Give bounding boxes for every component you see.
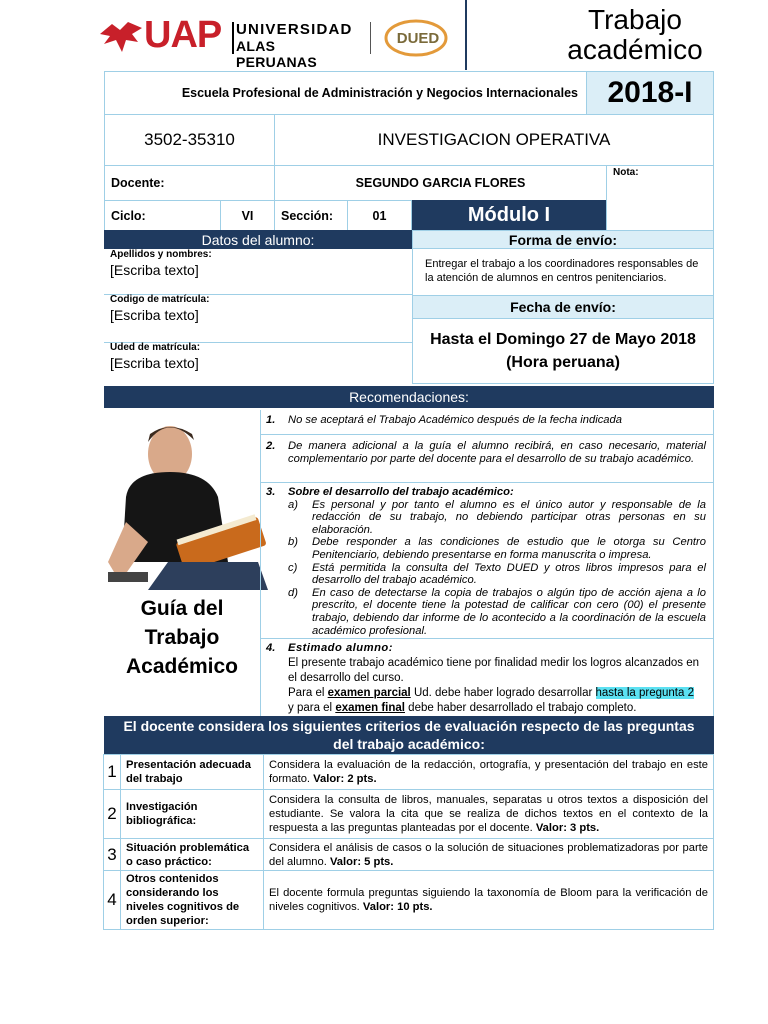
period: 2018-I [586, 71, 714, 115]
uap-logo [98, 14, 360, 70]
rec-item-4-text2: Para el examen parcial Ud. debe haber logrado desarrollar hasta la pregunta 2 [288, 687, 694, 699]
guide-title-line3: Académico [125, 654, 239, 678]
table-row [104, 790, 714, 839]
criteria-name: Investigación bibliográfica: [121, 790, 264, 839]
student-field-name [104, 249, 412, 295]
criteria-num: 2 [104, 790, 121, 839]
rec-item-4-text3: y para el examen final debe haber desarrollado el trabajo completo. [288, 702, 637, 714]
rec-item-4: 4. Estimado alumno: El presente trabajo académico tiene por finalidad medir los logros alcanzados en el desarrollo del curso. Para el examen parcial Ud. debe haber logrado desarrollar hasta la pregunta 2 y para el examen final debe haber desarrollado el trabajo completo. [262, 641, 712, 716]
fecha-envio-box [412, 318, 714, 384]
university-name-line1: UNIVERSIDAD [236, 21, 353, 38]
student-name-label: Apellidos y nombres: [110, 249, 212, 260]
student-reading-illustration [108, 412, 268, 590]
table-row [104, 839, 714, 871]
student-name-input[interactable]: [Escriba texto] [110, 262, 199, 278]
criteria-desc: Considera el análisis de casos o la solución de situaciones problematizadoras por parte del alumno. Valor: 5 pts. [264, 839, 714, 871]
course-name: INVESTIGACION OPERATIVA [274, 114, 714, 166]
university-name-line2: ALAS PERUANAS [236, 38, 317, 70]
criteria-name: Situación problemática o caso práctico: [121, 839, 264, 871]
criteria-desc: Considera la consulta de libros, manuales, separatas u otros textos a disposición del estudiante. Se valora la cita que se realiza de dichos textos en el contexto de la respuesta a las preguntas planteadas por el docente. Valor: 3 pts. [264, 790, 714, 839]
criteria-name: Presentación adecuada del trabajo [121, 755, 264, 790]
student-uded-input[interactable]: [Escriba texto] [110, 355, 199, 371]
criteria-table [103, 754, 714, 930]
dued-logo [382, 18, 454, 58]
criteria-num: 4 [104, 871, 121, 930]
eagle-icon [98, 20, 144, 54]
fecha-envio-title: Fecha de envío: [412, 295, 714, 319]
student-uded-label: Uded de matrícula: [110, 342, 201, 353]
criteria-name: Otros contenidos considerando los niveles cognitivos de orden superior: [121, 871, 264, 930]
student-code-input[interactable]: [Escriba texto] [110, 307, 199, 323]
student-code-label: Codigo de matrícula: [110, 294, 210, 305]
fecha-envio-line1: Hasta el Domingo 27 de Mayo 2018 [430, 331, 696, 348]
seccion-value: 01 [347, 200, 412, 231]
rec-item-2: 2. De manera adicional a la guía el alumno recibirá, en caso necesario, material complementario por parte del docente para el desarrollo de su trabajo académico. [266, 440, 706, 465]
docente-name: SEGUNDO GARCIA FLORES [274, 165, 607, 201]
student-section-title: Datos del alumno: [104, 230, 412, 249]
forma-envio-text: Entregar el trabajo a los coordinadores responsables de la atención de alumnos en centros penitenciarios. [412, 248, 714, 296]
nota-box [606, 165, 714, 231]
docente-label: Docente: [104, 165, 275, 201]
rec-sub-a: a) Es personal y por tanto el alumno es el único autor y responsable de la redacción de su trabajo, no debiendo participar otras personas en su elaboración. [288, 498, 706, 536]
rec-sub-b: b) Debe responder a las condiciones de estudio que le otorga su Centro Penitenciario, debiendo presentarse en forma manuscrita o impresa. [288, 536, 706, 561]
rec-item-3: 3. Sobre el desarrollo del trabajo académico: a) Es personal y por tanto el alumno es el único autor y responsable de la redacción de su trabajo, no debiendo participar otras personas en su elaboración. b) Debe responder a las condiciones de estudio que le otorga su Centro Penitenciario, debiendo presentarse en forma manuscrita o impresa. c) Está permitida la consulta del Texto DUED y otros libros impresos para el desarrollo del trabajo académico. d) En caso de detectarse la copia de trabajos o algún tipo de acción ajena a lo prescrito, el docente tiene la potestad de calificar con cero (00) el presente trabajo, debiendo dar informe de lo acontecido a la coordinación de la escuela académico profesional. [266, 486, 706, 637]
ciclo-label: Ciclo: [104, 200, 221, 231]
rec-item-4-text1: El presente trabajo académico tiene por finalidad medir los logros alcanzados en el desarrollo del curso. [288, 657, 700, 684]
student-field-code [104, 294, 412, 343]
recommendations-title: Recomendaciones: [104, 386, 714, 408]
rec-item-1: 1. No se aceptará el Trabajo Académico después de la fecha indicada [266, 414, 622, 426]
uap-logo-text: UAP [144, 14, 222, 56]
ciclo-value: VI [220, 200, 275, 231]
table-row [104, 871, 714, 930]
student-field-uded [104, 342, 412, 384]
school-name: Escuela Profesional de Administración y Negocios Internacionales [104, 71, 587, 115]
rec-sub-c: c) Está permitida la consulta del Texto DUED y otros libros impresos para el desarrollo del trabajo académico. [288, 561, 706, 587]
guide-title-line1: Guía del [140, 596, 224, 620]
nota-label: Nota: [613, 167, 639, 178]
table-row [104, 755, 714, 790]
guide-title-line2: Trabajo [144, 625, 220, 649]
seccion-label: Sección: [274, 200, 348, 231]
dued-logo-text: DUED [396, 29, 440, 47]
criteria-num: 3 [104, 839, 121, 871]
fecha-envio-line2: (Hora peruana) [506, 354, 620, 371]
criteria-title [104, 716, 714, 754]
guide-title [108, 592, 256, 682]
rec-sub-d: d) En caso de detectarse la copia de trabajos o algún tipo de acción ajena a lo prescrito, el docente tiene la potestad de calificar con cero (00) el presente trabajo, debiendo dar informe de lo acontecido a la coordinación de la escuela académico profesional. [288, 586, 706, 637]
criteria-title-line1: El docente considera los siguientes criterios de evaluación respecto de las preguntas [123, 718, 695, 734]
criteria-title-line2: del trabajo académico: [333, 736, 485, 752]
doc-title-line1: Trabajo [588, 4, 682, 35]
criteria-desc: El docente formula preguntas siguiendo la taxonomía de Bloom para la verificación de niveles cognitivos. Valor: 10 pts. [264, 871, 714, 930]
course-code: 3502-35310 [104, 114, 275, 166]
forma-envio-title: Forma de envío: [412, 230, 714, 249]
doc-title-line2: académico [567, 34, 703, 65]
criteria-desc: Considera la evaluación de la redacción, ortografía, y presentación del trabajo en este formato. Valor: 2 pts. [264, 755, 714, 790]
modulo-badge: Módulo I [412, 200, 606, 231]
criteria-num: 1 [104, 755, 121, 790]
